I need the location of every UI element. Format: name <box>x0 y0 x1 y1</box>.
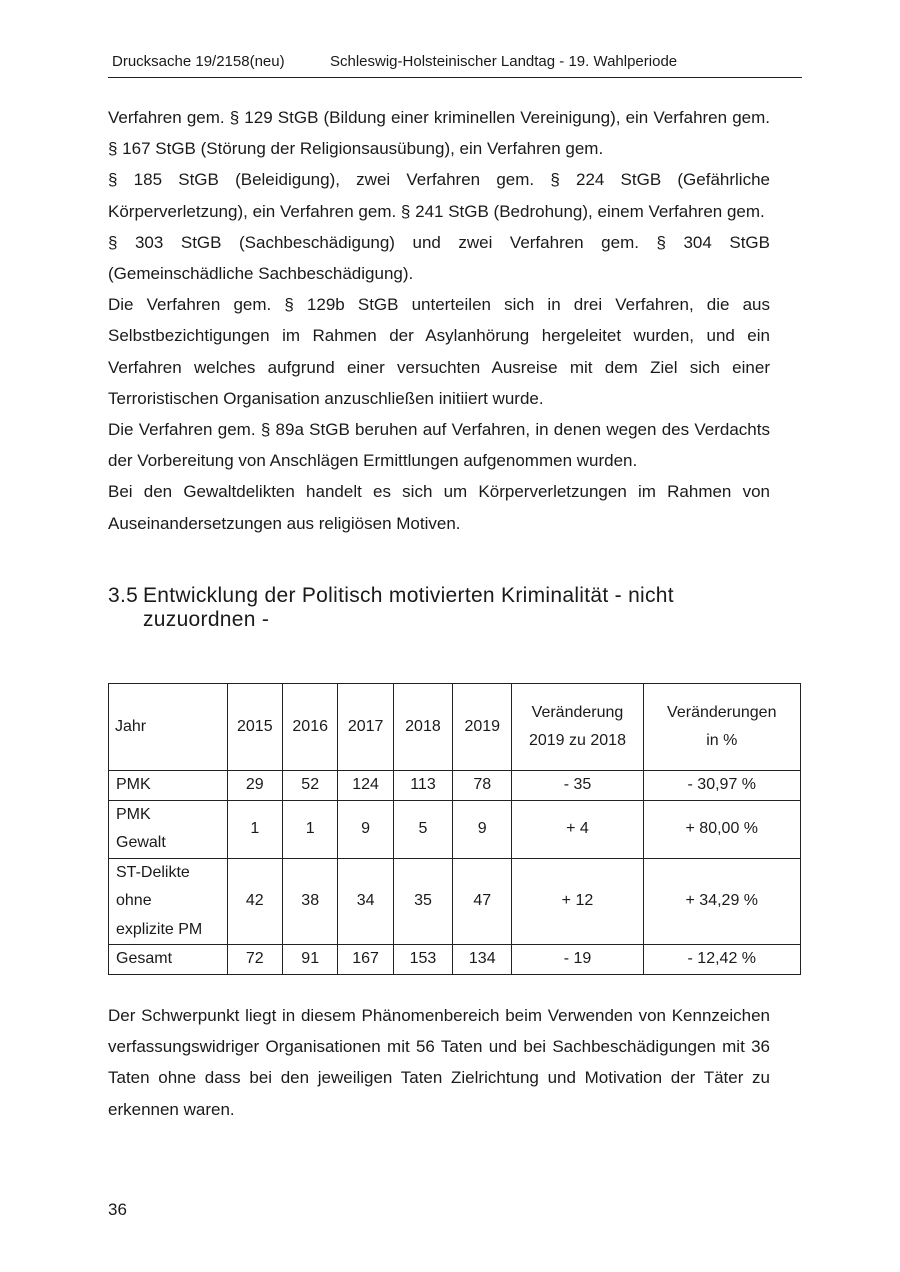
header-percent-line1: Veränderungen <box>667 703 777 721</box>
page-header <box>108 50 802 78</box>
table-row <box>109 858 801 945</box>
row-percent: - 12,42 % <box>643 945 800 975</box>
section-number: 3.5 <box>108 584 139 607</box>
header-year: 2018 <box>393 684 452 771</box>
row-label-text: PMK Gewalt <box>116 805 166 851</box>
row-value: 35 <box>393 858 452 945</box>
row-value: 38 <box>283 858 338 945</box>
header-change <box>512 684 643 771</box>
intro-text <box>108 102 770 539</box>
row-value: 47 <box>453 858 512 945</box>
row-value: 153 <box>393 945 452 975</box>
table-row <box>109 945 801 975</box>
table-row <box>109 771 801 801</box>
row-value: 124 <box>338 771 393 801</box>
row-percent: + 80,00 % <box>643 800 800 858</box>
intro-paragraph: Verfahren gem. § 129 StGB (Bildung einer kriminellen Vereinigung), ein Verfahren gem. § 167 StGB (Störung der Religionsausübung), ein Verfahren gem. <box>108 108 770 159</box>
row-label: Gesamt <box>109 945 228 975</box>
row-value: 9 <box>453 800 512 858</box>
header-year: 2019 <box>453 684 512 771</box>
header-change-line1: Veränderung <box>531 703 624 721</box>
header-percent-line2: in % <box>706 732 738 749</box>
intro-paragraph: Die Verfahren gem. § 89a StGB beruhen auf Verfahren, in denen wegen des Verdachts der Vorbereitung von Anschlägen Ermittlungen aufgenommen wurden. <box>108 420 770 471</box>
row-value: 72 <box>227 945 282 975</box>
header-year: 2016 <box>283 684 338 771</box>
header-percent <box>643 684 800 771</box>
row-value: 78 <box>453 771 512 801</box>
row-label <box>109 800 228 858</box>
row-value: 167 <box>338 945 393 975</box>
intro-paragraph: Bei den Gewaltdelikten handelt es sich um Körperverletzungen im Rahmen von Auseinandersetzungen aus religiösen Motiven. <box>108 482 770 533</box>
row-label <box>109 858 228 945</box>
row-value: 34 <box>338 858 393 945</box>
header-year: 2017 <box>338 684 393 771</box>
page-number: 36 <box>108 1200 127 1219</box>
row-value: 1 <box>283 800 338 858</box>
row-value: 9 <box>338 800 393 858</box>
row-percent: - 30,97 % <box>643 771 800 801</box>
row-label: PMK <box>109 771 228 801</box>
table-header-row <box>109 684 801 771</box>
row-value: 134 <box>453 945 512 975</box>
intro-paragraph: § 185 StGB (Beleidigung), zwei Verfahren gem. § 224 StGB (Gefährliche Körperverletzung), ein Verfahren gem. § 241 StGB (Bedrohung), einem Verfahren gem. <box>108 170 770 221</box>
conclusion-text <box>108 1000 770 1125</box>
row-value: 113 <box>393 771 452 801</box>
statistics-table <box>108 683 801 975</box>
document-number: Drucksache 19/2158(neu) <box>112 53 285 70</box>
intro-paragraph: Die Verfahren gem. § 129b StGB unterteilen sich in drei Verfahren, die aus Selbstbezichtigungen im Rahmen der Asylanhörung hergeleitet wurden, und ein Verfahren welches aufgrund einer versuchten Ausreise mit dem Ziel sich einer Terroristischen Organisation anzuschließen initiiert wurde. <box>108 295 770 408</box>
row-value: 52 <box>283 771 338 801</box>
row-change: - 35 <box>512 771 643 801</box>
row-percent: + 34,29 % <box>643 858 800 945</box>
conclusion-paragraph: Der Schwerpunkt liegt in diesem Phänomenbereich beim Verwenden von Kennzeichen verfassungswidriger Organisationen mit 56 Taten und bei Sachbeschädigungen mit 36 Taten ohne dass bei den jeweiligen Taten Zielrichtung und Motivation der Täter zu erkennen waren. <box>108 1006 770 1119</box>
row-value: 42 <box>227 858 282 945</box>
row-value: 91 <box>283 945 338 975</box>
section-heading <box>108 584 778 632</box>
row-value: 5 <box>393 800 452 858</box>
parliament-title: Schleswig-Holsteinischer Landtag - 19. Wahlperiode <box>330 53 678 70</box>
row-value: 1 <box>227 800 282 858</box>
table-row <box>109 800 801 858</box>
header-label: Jahr <box>109 684 228 771</box>
row-label-text: ST-Delikte ohne explizite PM <box>116 863 203 938</box>
row-change: + 4 <box>512 800 643 858</box>
row-value: 29 <box>227 771 282 801</box>
row-change: + 12 <box>512 858 643 945</box>
row-change: - 19 <box>512 945 643 975</box>
header-year: 2015 <box>227 684 282 771</box>
header-change-line2: 2019 zu 2018 <box>528 732 626 749</box>
section-title: Entwicklung der Politisch motivierten Kriminalität - nicht zuzuordnen - <box>143 584 674 631</box>
intro-paragraph: § 303 StGB (Sachbeschädigung) und zwei Verfahren gem. § 304 StGB (Gemeinschädliche Sachbeschädigung). <box>108 232 770 284</box>
